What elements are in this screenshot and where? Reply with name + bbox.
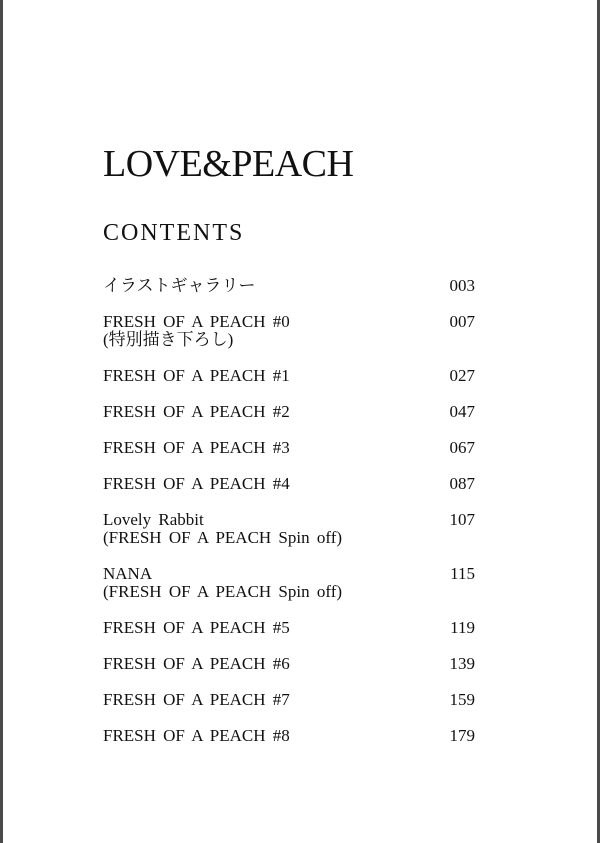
- book-title: LOVE&PEACH: [103, 143, 354, 185]
- toc-entry-page-number: 139: [449, 654, 475, 673]
- toc-entry-title-line: NANA: [103, 564, 153, 583]
- toc-entry: [103, 313, 483, 367]
- toc-entry-title-line: FRESH OF A PEACH #6: [103, 654, 290, 673]
- toc-entry-page-number: 115: [450, 564, 475, 583]
- toc-entry-title: [103, 475, 423, 493]
- toc-entry-title-line: FRESH OF A PEACH #2: [103, 402, 290, 421]
- toc-entry-page-number: 087: [449, 474, 475, 493]
- toc-entry-page-number: 179: [449, 726, 475, 745]
- toc-entry-title: [103, 691, 423, 709]
- toc-entry-title-line: FRESH OF A PEACH #8: [103, 726, 290, 745]
- toc-entry: [103, 565, 483, 619]
- toc-entry-title-line: FRESH OF A PEACH #0: [103, 312, 290, 331]
- toc-entry-page-number: 007: [449, 312, 475, 331]
- toc-entry-page-number: 027: [449, 366, 475, 385]
- toc-entry-page-number: 047: [449, 402, 475, 421]
- toc-entry-subtitle-line: (FRESH OF A PEACH Spin off): [103, 528, 343, 547]
- toc-entry-title: [103, 277, 423, 295]
- toc-entry: [103, 691, 483, 727]
- toc-entry: [103, 367, 483, 403]
- toc-entry-title: [103, 313, 423, 349]
- toc-entry-subtitle-line: (FRESH OF A PEACH Spin off): [103, 582, 343, 601]
- toc-entry: [103, 475, 483, 511]
- toc-entry-title-line: FRESH OF A PEACH #1: [103, 366, 290, 385]
- toc-entry-title: [103, 403, 423, 421]
- toc-entry: [103, 277, 483, 313]
- toc-entry-page-number: 119: [450, 618, 475, 637]
- toc-entry-title-line: FRESH OF A PEACH #7: [103, 690, 290, 709]
- toc-entry-page-number: 107: [449, 510, 475, 529]
- toc-entry-title: [103, 511, 423, 547]
- toc-entry-page-number: 003: [449, 276, 475, 295]
- toc-entry-page-number: 067: [449, 438, 475, 457]
- toc-entry-title-line: FRESH OF A PEACH #3: [103, 438, 290, 457]
- toc-entry-title: [103, 655, 423, 673]
- toc-entry-title: [103, 619, 423, 637]
- toc-entry: [103, 439, 483, 475]
- toc-entry-subtitle-line: (特別描き下ろし): [103, 330, 234, 349]
- toc-entry-title: [103, 367, 423, 385]
- toc-entry: [103, 619, 483, 655]
- toc-entry-title: [103, 727, 423, 745]
- toc-entry-title: [103, 439, 423, 457]
- toc-entry: [103, 655, 483, 691]
- toc-entry: [103, 727, 483, 763]
- toc-entry-title-line: FRESH OF A PEACH #5: [103, 618, 290, 637]
- table-of-contents: [103, 277, 483, 763]
- toc-entry: [103, 511, 483, 565]
- toc-entry-title-line: イラストギャラリー: [103, 276, 256, 295]
- toc-entry-title-line: FRESH OF A PEACH #4: [103, 474, 290, 493]
- toc-entry-title-line: Lovely Rabbit: [103, 510, 204, 529]
- toc-entry-title: [103, 565, 423, 601]
- toc-entry-page-number: 159: [449, 690, 475, 709]
- contents-heading: CONTENTS: [103, 220, 245, 246]
- toc-entry: [103, 403, 483, 439]
